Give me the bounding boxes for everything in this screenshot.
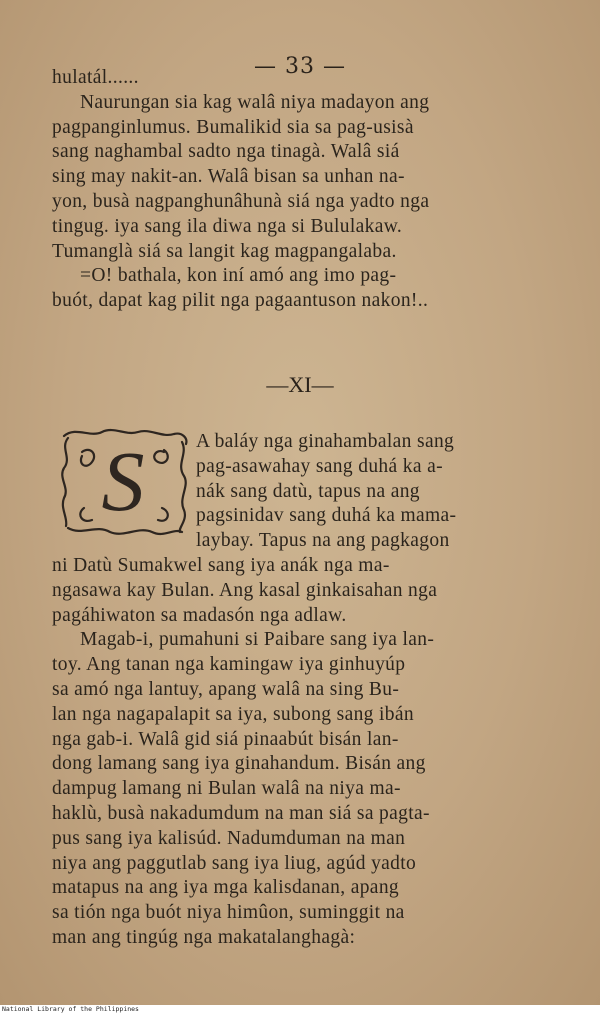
bottom-paragraphs bbox=[52, 554, 552, 951]
top-paragraphs bbox=[52, 66, 552, 314]
text-line: toy. Ang tanan nga kamingaw iya ginhuyúp bbox=[52, 654, 406, 676]
text-line: ngasawa kay Bulan. Ang kasal ginkaisahan nga bbox=[52, 579, 438, 601]
text-line: pagáhiwaton sa madasón nga adlaw. bbox=[52, 604, 347, 626]
text-line: man ang tingúg nga makatalanghagà: bbox=[52, 926, 356, 948]
page-number: — 33 — bbox=[254, 54, 346, 79]
text-line: pagpanginlumus. Bumalikid sia sa pag-usisà bbox=[52, 116, 414, 138]
text-line: haklù, busà nakadumdum na man siá sa pagta- bbox=[52, 802, 430, 824]
text-line: dampug lamang ni Bulan walâ na niya ma- bbox=[52, 778, 401, 800]
text-line: dong lamang sang iya ginahandum. Bisán ang bbox=[52, 753, 426, 775]
drop-cap-paragraph bbox=[52, 430, 552, 554]
text-line: nga gab-i. Walâ gid siá pinaabút bisán lan- bbox=[52, 728, 399, 750]
text-line: sang naghambal sadto nga tinagà. Walâ siá bbox=[52, 141, 400, 163]
text-line: tingug. iya sang ila diwa nga si Bululakaw. bbox=[52, 215, 403, 237]
text-line: pus sang iya kalisúd. Nadumduman na man bbox=[52, 827, 406, 849]
text-line: nák sang datù, tapus na ang bbox=[196, 480, 420, 502]
drop-cap-letter: S bbox=[101, 433, 145, 529]
text-line: matapus na ang iya mga kalisdanan, apang bbox=[52, 877, 400, 899]
text-line: buót, dapat kag pilit nga pagaantuson nakon!.. bbox=[52, 290, 429, 312]
chapter-heading: —XI— bbox=[266, 372, 334, 397]
text-line: pagsinidav sang duhá ka mama- bbox=[196, 505, 457, 527]
text-line: sa amó nga lantuy, apang walâ na sing Bu- bbox=[52, 678, 400, 700]
text-line: Tumanglà siá sa langit kag magpangalaba. bbox=[52, 240, 397, 262]
text-line: niya ang paggutlab sang iya liug, agúd yadto bbox=[52, 852, 417, 874]
text-line: pag-asawahay sang duhá ka a- bbox=[196, 455, 443, 477]
text-line: sa tión nga buót niya himûon, suminggit na bbox=[52, 902, 405, 924]
text-line: hulatál...... bbox=[52, 67, 139, 88]
text-line: A baláy nga ginahambalan sang bbox=[196, 431, 455, 452]
text-line: lan nga nagapalapit sa iya, subong sang ibán bbox=[52, 703, 414, 725]
text-line: Magab-i, pumahuni si Paibare sang iya lan- bbox=[80, 629, 435, 651]
text-line: ni Datù Sumakwel sang iya anák nga ma- bbox=[52, 555, 390, 576]
library-footer: National Library of the Philippines bbox=[2, 1005, 139, 1013]
text-line: yon, busà nagpanghunâhunà siá nga yadto nga bbox=[52, 190, 430, 212]
text-line: =O! bathala, kon iní amó ang imo pag- bbox=[80, 265, 397, 287]
text-line: Naurungan sia kag walâ niya madayon ang bbox=[80, 91, 430, 113]
text-line: laybay. Tapus na ang pagkagon bbox=[196, 530, 450, 552]
text-line: sing may nakit-an. Walâ bisan sa unhan na- bbox=[52, 166, 405, 188]
